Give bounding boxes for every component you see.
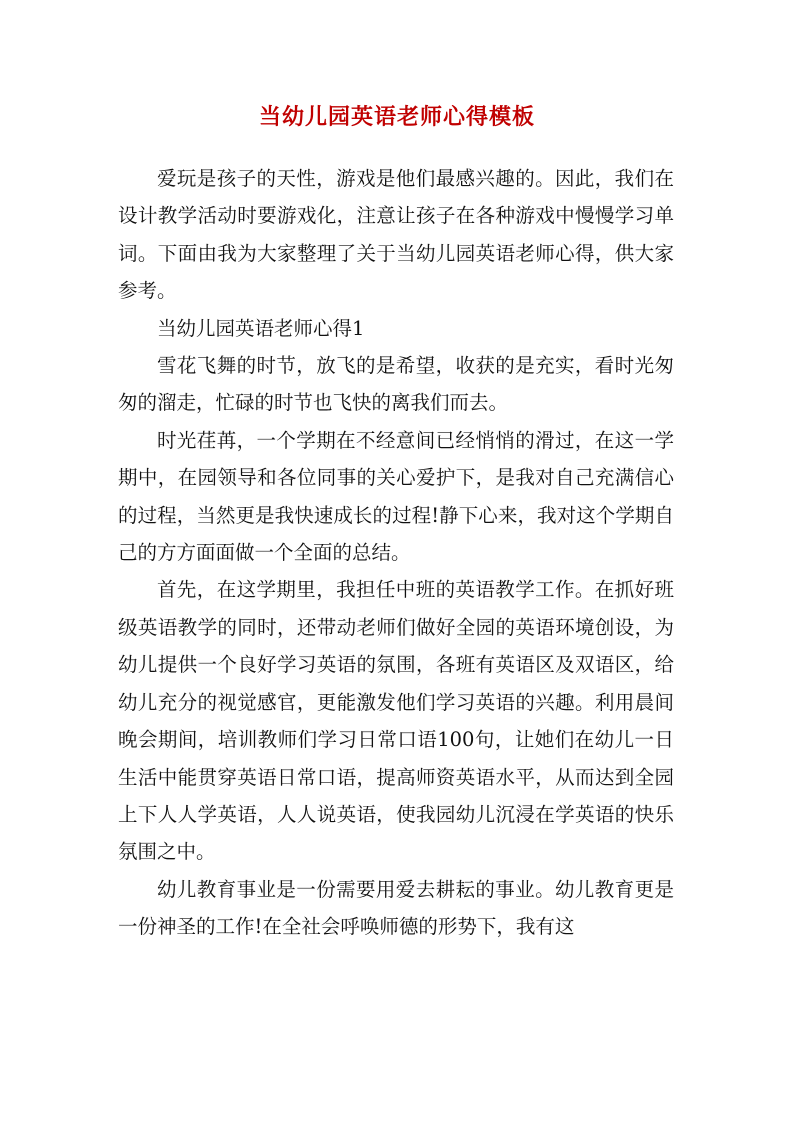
body-paragraph: 幼儿教育事业是一份需要用爱去耕耘的事业。幼儿教育更是一份神圣的工作!在全社会呼唤师德的形势下，我有这	[118, 877, 674, 939]
body-paragraph: 首先，在这学期里，我担任中班的英语教学工作。在抓好班级英语教学的同时，还带动老师们做好全园的英语环境创设，为幼儿提供一个良好学习英语的氛围，各班有英语区及双语区，给幼儿充分的视觉感官，更能激发他们学习英语的兴趣。利用晨间晚会期间，培训教师们学习日常口语100句，让她们在幼儿一日生活中能贯穿英语日常口语，提高师资英语水平，从而达到全园上下人人学英语，人人说英语，使我园幼儿沉浸在学英语的快乐氛围之中。	[118, 578, 674, 864]
document-title: 当幼儿园英语老师心得模板	[258, 104, 535, 130]
intro-paragraph: 爱玩是孩子的天性，游戏是他们最感兴趣的。因此，我们在设计教学活动时要游戏化，注意让孩子在各种游戏中慢慢学习单词。下面由我为大家整理了关于当幼儿园英语老师心得，供大家参考。	[118, 167, 674, 303]
body-paragraph: 雪花飞舞的时节，放飞的是希望，收获的是充实，看时光匆匆的溜走，忙碌的时节也飞快的离我们而去。	[118, 354, 674, 415]
document-body	[118, 160, 674, 946]
body-paragraph: 时光荏苒，一个学期在不经意间已经悄悄的滑过，在这一学期中，在园领导和各位同事的关心爱护下，是我对自己充满信心的过程，当然更是我快速成长的过程!静下心来，我对这个学期自己的方方面面做一个全面的总结。	[118, 428, 674, 565]
section-heading: 当幼儿园英语老师心得1	[157, 316, 365, 340]
